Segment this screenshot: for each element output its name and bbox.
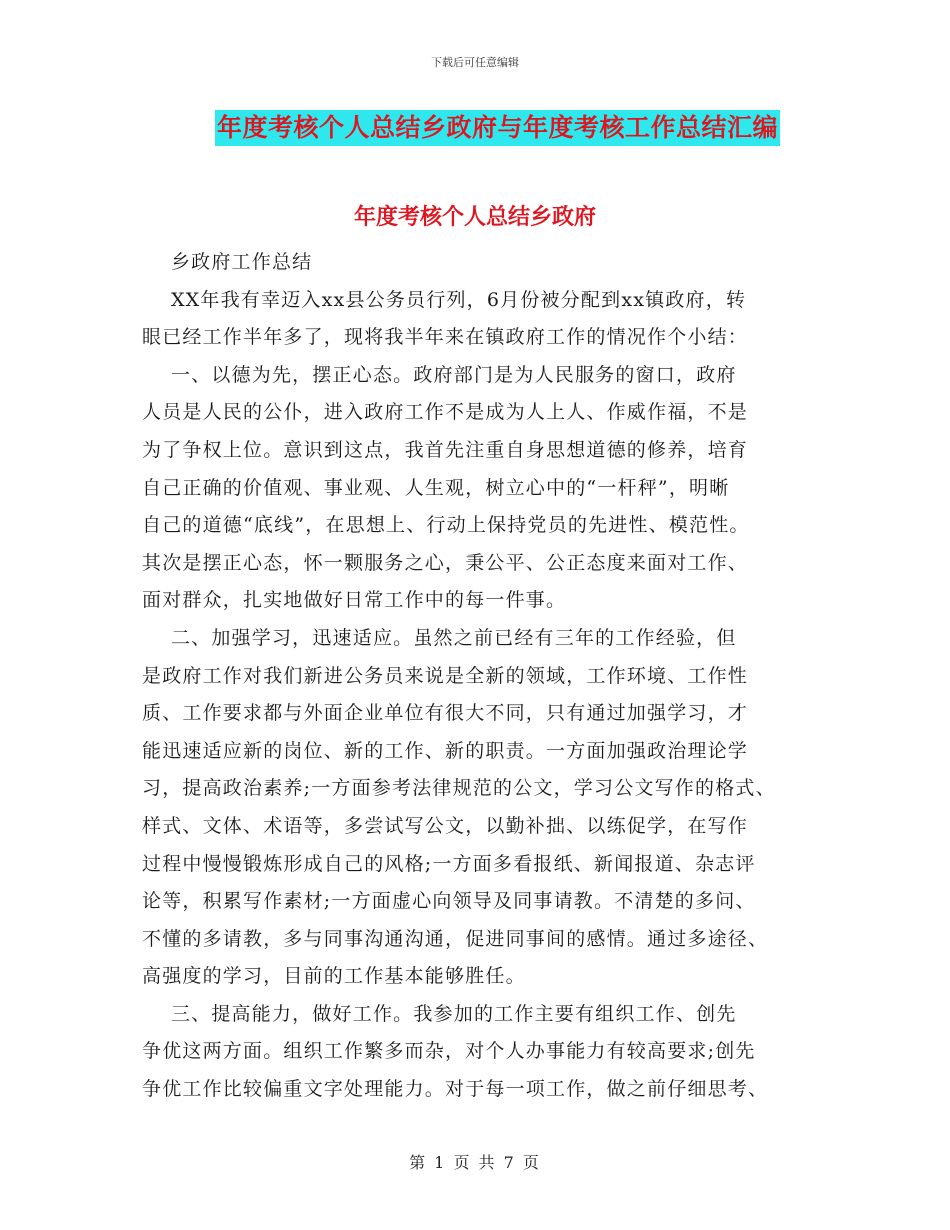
body-line: 面对群众，扎实地做好日常工作中的每一件事。 xyxy=(142,589,567,612)
body-line: 自己的道德“底线”，在思想上、行动上保持党员的先进性、模范性。 xyxy=(142,514,750,537)
body-line: 争优工作比较偏重文字处理能力。对于每一项工作，做之前仔细思考、 xyxy=(142,1078,769,1101)
body-line: 其次是摆正心态，怀一颗服务之心，秉公平、公正态度来面对工作、 xyxy=(142,551,749,574)
body-line: XX年我有幸迈入xx县公务员行列，6月份被分配到xx镇政府，转 xyxy=(142,288,747,311)
main-title-wrap xyxy=(0,110,950,146)
sub-title: 年度考核个人总结乡政府 xyxy=(353,205,596,230)
body-line: 眼已经工作半年多了，现将我半年来在镇政府工作的情况作个小结： xyxy=(142,326,749,349)
body-line: 自己正确的价值观、事业观、人生观，树立心中的“一杆秤”，明晰 xyxy=(142,476,730,499)
body-line: 人员是人民的公仆，进入政府工作不是成为人上人、作威作福，不是 xyxy=(142,401,749,424)
body-line: 样式、文体、术语等，多尝试写公文，以勤补拙、以练促学，在写作 xyxy=(142,814,749,837)
header-note: 下载后可任意编辑 xyxy=(431,56,519,69)
main-title: 年度考核个人总结乡政府与年度考核工作总结汇编 xyxy=(215,110,780,146)
body-line: 过程中慢慢锻炼形成自己的风格;一方面多看报纸、新闻报道、杂志评 xyxy=(142,852,756,875)
body-line: 高强度的学习，目前的工作基本能够胜任。 xyxy=(142,965,526,988)
body-line: 不懂的多请教，多与同事沟通沟通，促进同事间的感情。通过多途径、 xyxy=(142,927,769,950)
body-line: 三、提高能力，做好工作。我参加的工作主要有组织工作、创先 xyxy=(142,1002,737,1025)
body-line: 二、加强学习，迅速适应。虽然之前已经有三年的工作经验，但 xyxy=(142,626,737,649)
body-line: 习，提高政治素养;一方面参考法律规范的公文，学习公文写作的格式、 xyxy=(142,777,776,800)
body-line: 乡政府工作总结 xyxy=(142,251,313,273)
document-body xyxy=(142,244,814,1109)
body-line: 是政府工作对我们新进公务员来说是全新的领域，工作环境、工作性 xyxy=(142,664,749,687)
page-footer: 第 1 页 共 7 页 xyxy=(409,1153,541,1172)
body-line: 为了争权上位。意识到这点，我首先注重自身思想道德的修养，培育 xyxy=(142,438,749,461)
body-line: 质、工作要求都与外面企业单位有很大不同，只有通过加强学习，才 xyxy=(142,702,749,725)
body-line: 争优这两方面。组织工作繁多而杂，对个人办事能力有较高要求;创先 xyxy=(142,1040,756,1063)
body-line: 能迅速适应新的岗位、新的工作、新的职责。一方面加强政治理论学 xyxy=(142,739,749,762)
body-line: 论等，积累写作素材;一方面虚心向领导及同事请教。不清楚的多问、 xyxy=(142,890,756,913)
body-line: 一、以德为先，摆正心态。政府部门是为人民服务的窗口，政府 xyxy=(142,363,737,386)
